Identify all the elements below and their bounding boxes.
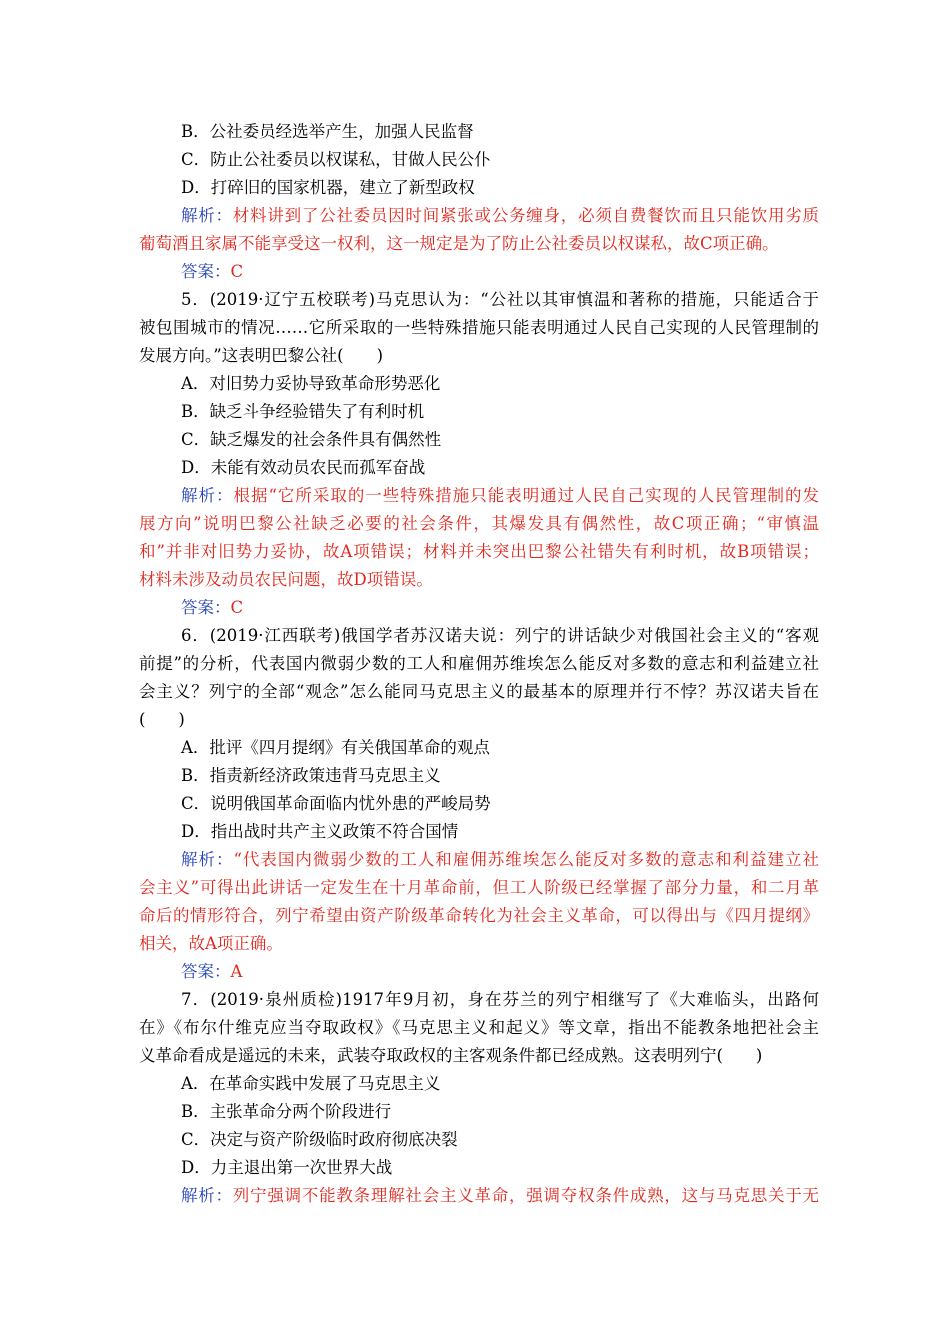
q5-option-d: D．未能有效动员农民而孤军奋战 <box>181 458 426 477</box>
q4-answer-value: C <box>230 262 244 281</box>
q6-analysis-line-1 <box>181 850 819 870</box>
q4-analysis-line-2: 葡萄酒且家属不能享受这一权利，这一规定是为了防止公社委员以权谋私，故C项正确。 <box>139 234 779 253</box>
q5-analysis-text-1: 根据“它所采取的一些特殊措施只能表明通过人民自己实现的人民管理制的发 <box>233 486 820 505</box>
q6-option-a: A．批评《四月提纲》有关俄国革命的观点 <box>181 738 490 757</box>
q7-stem-line-1: 7．(2019·泉州质检)1917年9月初，身在芬兰的列宁相继写了《大难临头，出路何 <box>181 990 819 1009</box>
q5-option-b: B．缺乏斗争经验错失了有利时机 <box>181 402 425 421</box>
q6-analysis-text-1: “代表国内微弱少数的工人和雇佣苏维埃怎么能反对多数的意志和利益建立社 <box>233 850 820 869</box>
q6-analysis-line-3: 命后的情形符合，列宁希望由资产阶级革命转化为社会主义革命，可以得出与《四月提纲》 <box>139 906 819 925</box>
q5-stem-line-1: 5．(2019·辽宁五校联考)马克思认为：“公社以其审慎温和著称的措施，只能适合于 <box>181 290 819 309</box>
q5-answer-value: C <box>230 598 244 617</box>
q7-stem-line-3: 义革命看成是遥远的未来，武装夺取政权的主客观条件都已经成熟。这表明列宁( ) <box>139 1046 763 1065</box>
q7-option-d: D．力主退出第一次世界大战 <box>181 1158 393 1177</box>
q5-analysis-line-3: 和”并非对旧势力妥协，故A项错误；材料并未突出巴黎公社错失有利时机，故B项错误； <box>139 542 819 561</box>
q4-answer-label: 答案： <box>181 262 231 281</box>
q6-stem-line-2: 前提”的分析，代表国内微弱少数的工人和雇佣苏维埃怎么能反对多数的意志和利益建立社 <box>139 654 819 673</box>
q6-analysis-line-4: 相关，故A项正确。 <box>139 934 283 953</box>
q5-analysis-label: 解析： <box>181 486 234 505</box>
q5-analysis-line-1 <box>181 486 819 506</box>
q6-stem-line-1: 6．(2019·江西联考)俄国学者苏汉诺夫说：列宁的讲话缺少对俄国社会主义的“客观 <box>181 626 819 645</box>
q4-option-b: B．公社委员经选举产生，加强人民监督 <box>181 122 474 141</box>
q5-stem-line-2: 被包围城市的情况……它所采取的一些特殊措施只能表明通过人民自己实现的人民管理制的 <box>139 318 819 337</box>
q7-analysis-label: 解析： <box>181 1186 233 1205</box>
q6-option-d: D．指出战时共产主义政策不符合国情 <box>181 822 459 841</box>
q6-stem-line-3: 会主义？列宁的全部“观念”怎么能同马克思主义的最基本的原理并行不悖？苏汉诺夫旨在 <box>139 682 819 701</box>
q4-analysis-text-1: 材料讲到了公社委员因时间紧张或公务缠身，必须自费餐饮而且只能饮用劣质 <box>232 206 820 225</box>
q6-option-b: B．指责新经济政策违背马克思主义 <box>181 766 441 785</box>
q4-answer <box>181 262 861 282</box>
q5-answer-label: 答案： <box>181 598 231 617</box>
q6-answer <box>181 962 861 982</box>
q5-analysis-line-4: 材料未涉及动员农民问题，故D项错误。 <box>139 570 433 589</box>
q6-analysis-line-2: 会主义”可得出此讲话一定发生在十月革命前，但工人阶级已经掌握了部分力量，和二月革 <box>139 878 819 897</box>
q6-option-c: C．说明俄国革命面临内忧外患的严峻局势 <box>181 794 491 813</box>
q5-analysis-line-2: 展方向”说明巴黎公社缺乏必要的社会条件，其爆发具有偶然性，故C项正确；“审慎温 <box>139 514 819 533</box>
q5-stem-line-3: 发展方向。”这表明巴黎公社( ) <box>139 346 384 365</box>
q4-analysis-line-1 <box>181 206 819 226</box>
q5-option-c: C．缺乏爆发的社会条件具有偶然性 <box>181 430 442 449</box>
q4-analysis-label: 解析： <box>181 206 233 225</box>
q6-stem-line-4: ( ) <box>139 710 185 729</box>
q7-option-b: B．主张革命分两个阶段进行 <box>181 1102 392 1121</box>
q6-answer-label: 答案： <box>181 962 231 981</box>
q7-stem-line-2: 在》《布尔什维克应当夺取政权》《马克思主义和起义》等文章，指出不能教条地把社会主 <box>139 1018 819 1037</box>
q7-analysis-text-1: 列宁强调不能教条理解社会主义革命，强调夺权条件成熟，这与马克思关于无 <box>232 1186 820 1205</box>
q6-answer-value: A <box>230 962 243 981</box>
q5-option-a: A．对旧势力妥协导致革命形势恶化 <box>181 374 441 393</box>
q6-analysis-label: 解析： <box>181 850 234 869</box>
q7-option-a: A．在革命实践中发展了马克思主义 <box>181 1074 441 1093</box>
q4-option-d: D．打碎旧的国家机器，建立了新型政权 <box>181 178 475 197</box>
q4-option-c: C．防止公社委员以权谋私，甘做人民公仆 <box>181 150 491 169</box>
q7-option-c: C．决定与资产阶级临时政府彻底决裂 <box>181 1130 458 1149</box>
q5-answer <box>181 598 861 618</box>
q7-analysis-line-1 <box>181 1186 819 1206</box>
